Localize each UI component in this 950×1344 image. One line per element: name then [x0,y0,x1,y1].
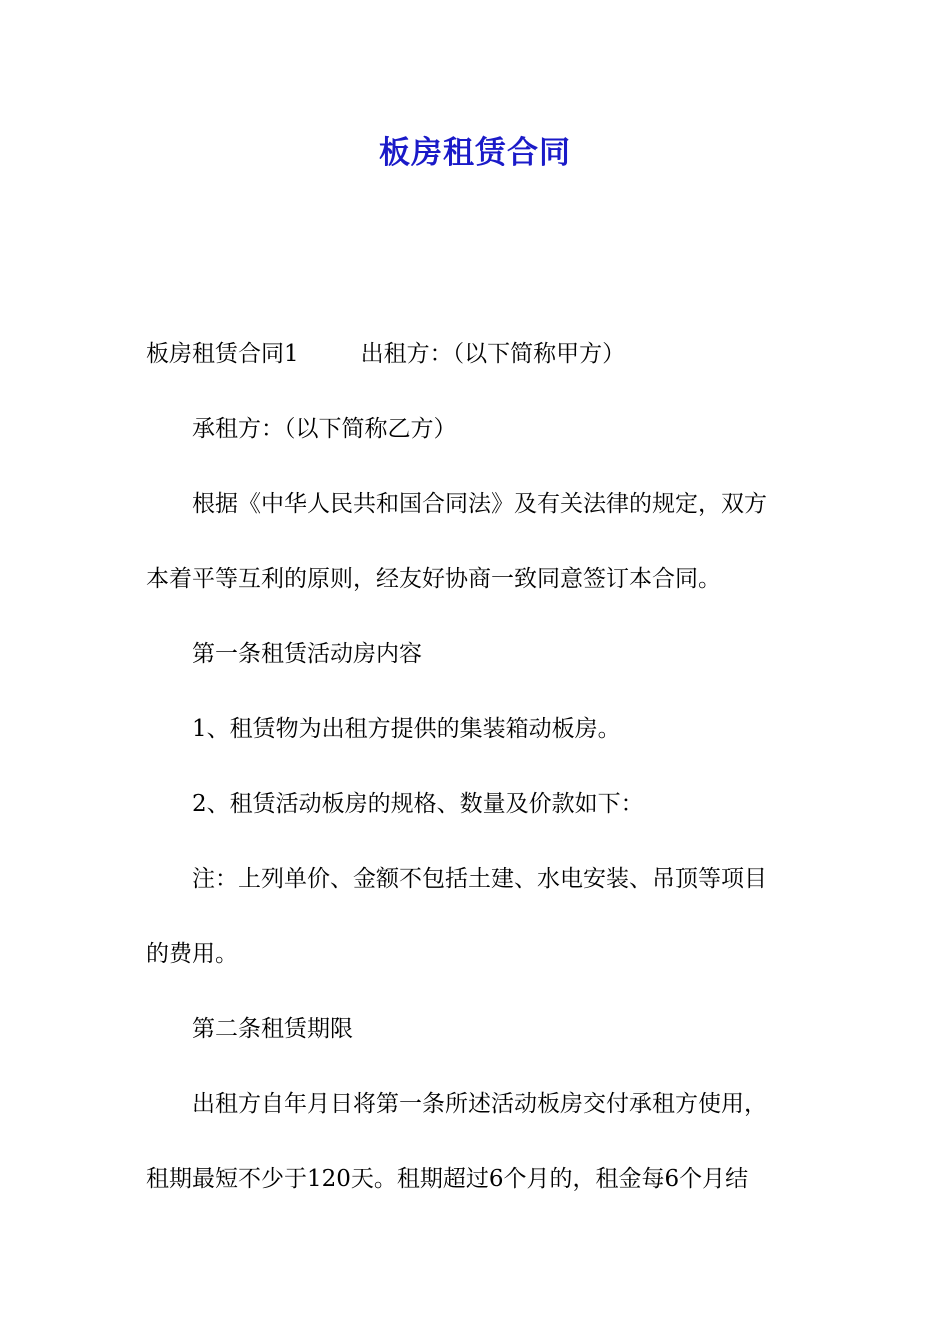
article2-heading: 第二条租赁期限 [192,1016,353,1042]
article1-item-1: 1、租赁物为出租方提供的集装箱动板房。 [192,716,621,742]
article1-note-line-1: 注：上列单价、金额不包括土建、水电安装、吊顶等项目 [192,866,767,892]
article2-text-line-2: 租期最短不少于120天。租期超过6个月的，租金每6个月结 [146,1166,749,1192]
first-line [146,336,810,373]
lessee-line: 承租方：（以下简称乙方） [192,416,457,442]
article2-text-line-1: 出租方自年月日将第一条所述活动板房交付承租方使用， [192,1091,767,1117]
document-body [146,336,810,1198]
lessor-line: 出租方：（以下简称甲方） [360,341,626,367]
article1-heading: 第一条租赁活动房内容 [192,641,422,667]
preamble-line-1: 根据《中华人民共和国合同法》及有关法律的规定，双方 [192,491,767,517]
document-title: 板房租赁合同 [379,135,571,171]
contract-heading: 板房租赁合同1 [146,341,299,367]
preamble-line-2: 本着平等互利的原则，经友好协商一致同意签订本合同。 [146,566,721,592]
article1-item-2: 2、租赁活动板房的规格、数量及价款如下： [192,791,644,817]
article1-note-line-2: 的费用。 [146,941,238,967]
